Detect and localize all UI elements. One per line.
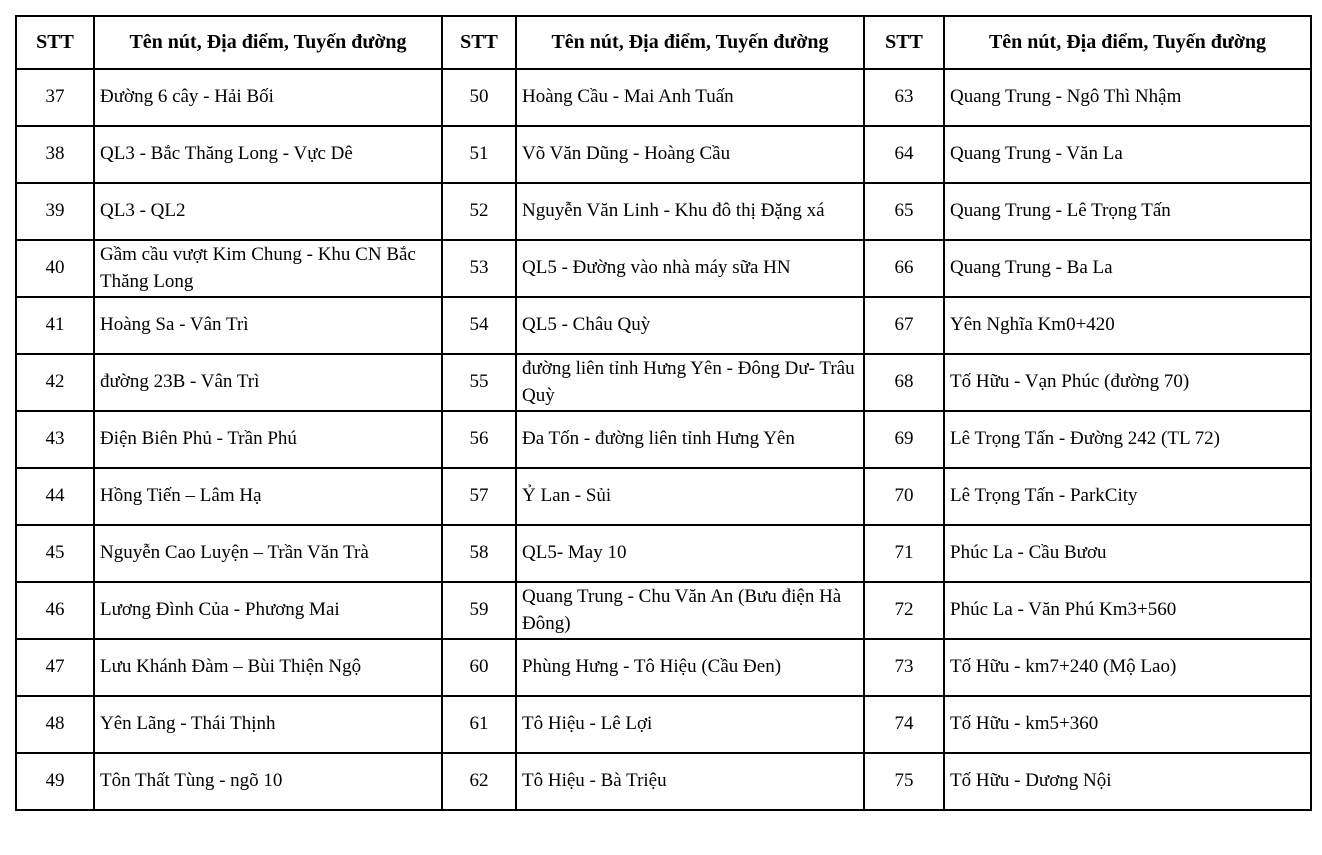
cell-stt: 63 <box>864 69 944 126</box>
cell-name: Lê Trọng Tấn - ParkCity <box>944 468 1311 525</box>
table-row <box>16 126 1311 183</box>
cell-name: Võ Văn Dũng - Hoàng Cầu <box>516 126 864 183</box>
cell-name: Quang Trung - Ba La <box>944 240 1311 297</box>
cell-name: Đường 6 cây - Hải Bối <box>94 69 442 126</box>
cell-name: Hoàng Cầu - Mai Anh Tuấn <box>516 69 864 126</box>
table-body <box>16 16 1311 810</box>
cell-stt: 58 <box>442 525 516 582</box>
cell-name: Nguyễn Văn Linh - Khu đô thị Đặng xá <box>516 183 864 240</box>
cell-name: Hồng Tiến – Lâm Hạ <box>94 468 442 525</box>
cell-stt: 46 <box>16 582 94 639</box>
cell-name: Quang Trung - Lê Trọng Tấn <box>944 183 1311 240</box>
cell-name: QL5 - Châu Quỳ <box>516 297 864 354</box>
cell-name: Đa Tốn - đường liên tỉnh Hưng Yên <box>516 411 864 468</box>
cell-name: Lưu Khánh Đàm – Bùi Thiện Ngộ <box>94 639 442 696</box>
cell-name: Gầm cầu vượt Kim Chung - Khu CN Bắc Thăng Long <box>94 240 442 297</box>
cell-name: Phùng Hưng - Tô Hiệu (Cầu Đen) <box>516 639 864 696</box>
cell-stt: 37 <box>16 69 94 126</box>
cell-stt: 66 <box>864 240 944 297</box>
cell-name: Quang Trung - Chu Văn An (Bưu điện Hà Đông) <box>516 582 864 639</box>
header-row <box>16 16 1311 69</box>
cell-stt: 71 <box>864 525 944 582</box>
cell-stt: 44 <box>16 468 94 525</box>
cell-stt: 72 <box>864 582 944 639</box>
cell-name: Tố Hữu - Vạn Phúc (đường 70) <box>944 354 1311 411</box>
cell-name: Tố Hữu - km7+240 (Mộ Lao) <box>944 639 1311 696</box>
table-row <box>16 639 1311 696</box>
cell-stt: 52 <box>442 183 516 240</box>
table-row <box>16 297 1311 354</box>
cell-name: Tô Hiệu - Lê Lợi <box>516 696 864 753</box>
table-row <box>16 753 1311 810</box>
cell-stt: 55 <box>442 354 516 411</box>
cell-stt: 61 <box>442 696 516 753</box>
header-cell-name: Tên nút, Địa điểm, Tuyến đường <box>516 16 864 69</box>
cell-name: Phúc La - Cầu Bươu <box>944 525 1311 582</box>
cell-name: Lê Trọng Tấn - Đường 242 (TL 72) <box>944 411 1311 468</box>
cell-name: QL5 - Đường vào nhà máy sữa HN <box>516 240 864 297</box>
table-row <box>16 183 1311 240</box>
cell-stt: 68 <box>864 354 944 411</box>
cell-name: Hoàng Sa - Vân Trì <box>94 297 442 354</box>
table-row <box>16 582 1311 639</box>
cell-name: QL5- May 10 <box>516 525 864 582</box>
header-cell-name: Tên nút, Địa điểm, Tuyến đường <box>944 16 1311 69</box>
cell-stt: 64 <box>864 126 944 183</box>
table-row <box>16 69 1311 126</box>
header-cell-stt: STT <box>864 16 944 69</box>
cell-name: đường 23B - Vân Trì <box>94 354 442 411</box>
cell-name: Tố Hữu - km5+360 <box>944 696 1311 753</box>
table-row <box>16 525 1311 582</box>
cell-stt: 69 <box>864 411 944 468</box>
table-row <box>16 240 1311 297</box>
cell-name: Yên Lãng - Thái Thịnh <box>94 696 442 753</box>
cell-stt: 67 <box>864 297 944 354</box>
cell-name: Nguyễn Cao Luyện – Trần Văn Trà <box>94 525 442 582</box>
table-row <box>16 411 1311 468</box>
table-row <box>16 468 1311 525</box>
cell-stt: 75 <box>864 753 944 810</box>
cell-stt: 43 <box>16 411 94 468</box>
cell-stt: 54 <box>442 297 516 354</box>
cell-name: QL3 - Bắc Thăng Long - Vực Dê <box>94 126 442 183</box>
cell-stt: 47 <box>16 639 94 696</box>
cell-stt: 65 <box>864 183 944 240</box>
cell-stt: 39 <box>16 183 94 240</box>
cell-stt: 73 <box>864 639 944 696</box>
cell-stt: 40 <box>16 240 94 297</box>
cell-stt: 60 <box>442 639 516 696</box>
cell-stt: 70 <box>864 468 944 525</box>
cell-name: Quang Trung - Ngô Thì Nhậm <box>944 69 1311 126</box>
cell-stt: 48 <box>16 696 94 753</box>
cell-stt: 50 <box>442 69 516 126</box>
cell-stt: 41 <box>16 297 94 354</box>
header-cell-stt: STT <box>442 16 516 69</box>
intersection-table <box>15 15 1312 811</box>
cell-name: Tố Hữu - Dương Nội <box>944 753 1311 810</box>
cell-stt: 45 <box>16 525 94 582</box>
cell-name: QL3 - QL2 <box>94 183 442 240</box>
cell-stt: 49 <box>16 753 94 810</box>
cell-name: Quang Trung - Văn La <box>944 126 1311 183</box>
cell-name: Lương Đình Của - Phương Mai <box>94 582 442 639</box>
cell-name: Tô Hiệu - Bà Triệu <box>516 753 864 810</box>
cell-name: Tôn Thất Tùng - ngõ 10 <box>94 753 442 810</box>
cell-name: Điện Biên Phủ - Trần Phú <box>94 411 442 468</box>
cell-name: Yên Nghĩa Km0+420 <box>944 297 1311 354</box>
cell-stt: 59 <box>442 582 516 639</box>
cell-name: đường liên tỉnh Hưng Yên - Đông Dư- Trâu Quỳ <box>516 354 864 411</box>
cell-stt: 51 <box>442 126 516 183</box>
cell-stt: 57 <box>442 468 516 525</box>
cell-stt: 42 <box>16 354 94 411</box>
cell-stt: 38 <box>16 126 94 183</box>
cell-name: Ỷ Lan - Sủi <box>516 468 864 525</box>
header-cell-name: Tên nút, Địa điểm, Tuyến đường <box>94 16 442 69</box>
cell-stt: 74 <box>864 696 944 753</box>
cell-stt: 53 <box>442 240 516 297</box>
table-row <box>16 696 1311 753</box>
header-cell-stt: STT <box>16 16 94 69</box>
cell-name: Phúc La - Văn Phú Km3+560 <box>944 582 1311 639</box>
table-row <box>16 354 1311 411</box>
cell-stt: 56 <box>442 411 516 468</box>
cell-stt: 62 <box>442 753 516 810</box>
